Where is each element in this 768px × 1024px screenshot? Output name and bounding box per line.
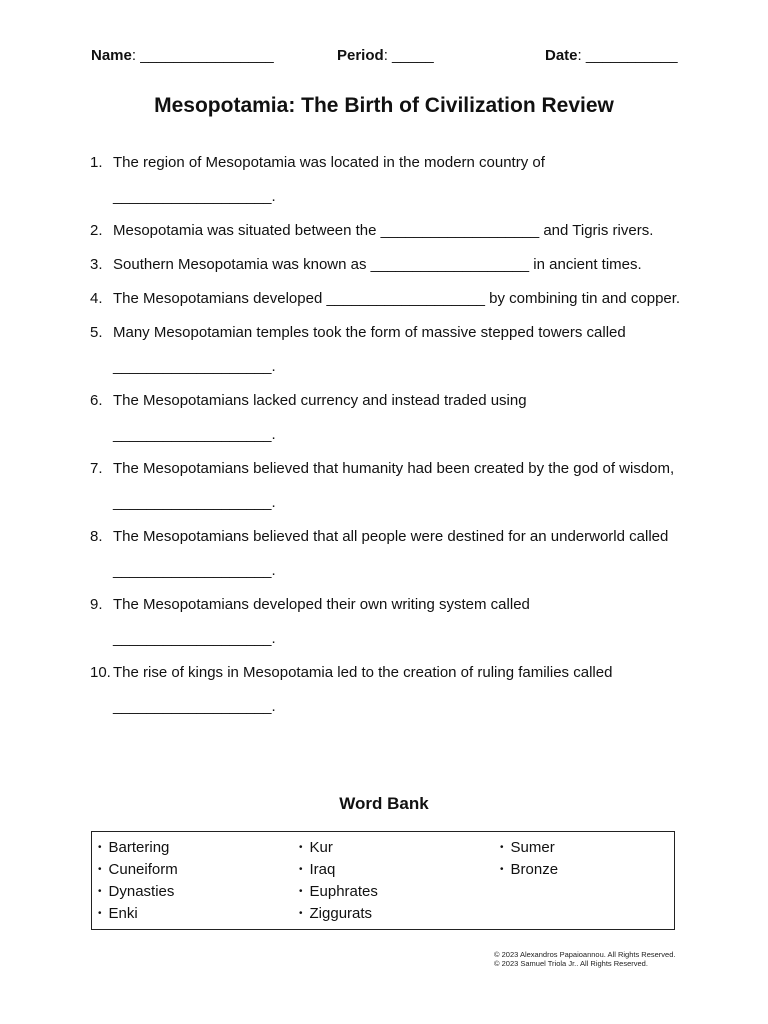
word-bank-term: Dynasties (108, 883, 175, 900)
word-bank-term: Bartering (108, 839, 170, 856)
word-bank-item (98, 903, 178, 925)
word-bank-box (91, 831, 675, 930)
page-title: Mesopotamia: The Birth of Civilization Review (154, 94, 614, 117)
question-1 (90, 146, 690, 214)
bullet-icon: • (299, 908, 303, 919)
word-bank-column-2 (299, 837, 378, 925)
question-list (90, 146, 690, 724)
copyright-notice (494, 950, 675, 968)
word-bank-item (299, 903, 378, 925)
word-bank-term: Kur (309, 839, 333, 856)
question-text: The rise of kings in Mesopotamia led to the creation of ruling families called ___________________. (113, 664, 613, 715)
word-bank-title: Word Bank (339, 794, 429, 813)
name-blank: : ________________ (131, 47, 274, 64)
question-number: 8. (90, 528, 103, 545)
date-blank: : ___________ (577, 47, 678, 64)
word-bank-term: Enki (108, 905, 138, 922)
bullet-icon: • (299, 842, 303, 853)
question-text: Southern Mesopotamia was known as ___________________ in ancient times. (113, 256, 642, 273)
name-field (91, 47, 274, 64)
question-6 (90, 384, 690, 452)
question-text: The region of Mesopotamia was located in the modern country of ___________________. (113, 154, 545, 205)
question-9 (90, 588, 690, 656)
word-bank-term: Sumer (510, 839, 555, 856)
bullet-icon: • (98, 864, 102, 875)
question-10 (90, 656, 690, 724)
question-3 (90, 248, 690, 282)
word-bank-item (500, 837, 558, 859)
word-bank-term: Euphrates (309, 883, 378, 900)
question-number: 4. (90, 290, 103, 307)
question-text: The Mesopotamians lacked currency and instead traded using ___________________. (113, 392, 527, 443)
student-info-header (91, 47, 681, 67)
word-bank-item (299, 881, 378, 903)
bullet-icon: • (98, 908, 102, 919)
bullet-icon: • (500, 842, 504, 853)
word-bank-item (98, 859, 178, 881)
period-label: Period (337, 47, 384, 64)
question-2 (90, 214, 690, 248)
question-text: The Mesopotamians developed their own writing system called ___________________. (113, 596, 530, 647)
word-bank-item (299, 837, 378, 859)
bullet-icon: • (500, 864, 504, 875)
word-bank-item (98, 837, 178, 859)
question-number: 1. (90, 154, 103, 171)
word-bank-item (500, 859, 558, 881)
bullet-icon: • (98, 842, 102, 853)
question-text: Mesopotamia was situated between the ___________________ and Tigris rivers. (113, 222, 654, 239)
question-text: The Mesopotamians believed that all people were destined for an underworld called ___________________. (113, 528, 669, 579)
question-text: The Mesopotamians believed that humanity had been created by the god of wisdom, ___________________. (113, 460, 675, 511)
word-bank-term: Iraq (309, 861, 336, 878)
bullet-icon: • (299, 886, 303, 897)
question-number: 5. (90, 324, 103, 341)
date-label: Date (545, 47, 578, 64)
name-label: Name (91, 47, 132, 64)
question-number: 10. (90, 664, 111, 681)
question-number: 9. (90, 596, 103, 613)
word-bank-term: Cuneiform (108, 861, 178, 878)
word-bank-item (299, 859, 378, 881)
question-8 (90, 520, 690, 588)
copyright-line: © 2023 Samuel Triola Jr.. All Rights Reserved. (494, 959, 648, 968)
question-text: Many Mesopotamian temples took the form of massive stepped towers called ___________________. (113, 324, 626, 375)
word-bank-term: Bronze (510, 861, 559, 878)
question-4 (90, 282, 690, 316)
word-bank-column-3 (500, 837, 558, 881)
copyright-line: © 2023 Alexandros Papaioannou. All Rights Reserved. (494, 950, 676, 959)
word-bank-term: Ziggurats (309, 905, 373, 922)
question-number: 3. (90, 256, 103, 273)
question-7 (90, 452, 690, 520)
period-field (337, 47, 434, 64)
question-number: 7. (90, 460, 103, 477)
word-bank-item (98, 881, 178, 903)
question-number: 6. (90, 392, 103, 409)
question-number: 2. (90, 222, 103, 239)
date-field (545, 47, 678, 64)
word-bank-column-1 (98, 837, 178, 925)
bullet-icon: • (299, 864, 303, 875)
question-5 (90, 316, 690, 384)
bullet-icon: • (98, 886, 102, 897)
question-text: The Mesopotamians developed ___________________ by combining tin and copper. (113, 290, 681, 307)
period-blank: : _____ (383, 47, 434, 64)
